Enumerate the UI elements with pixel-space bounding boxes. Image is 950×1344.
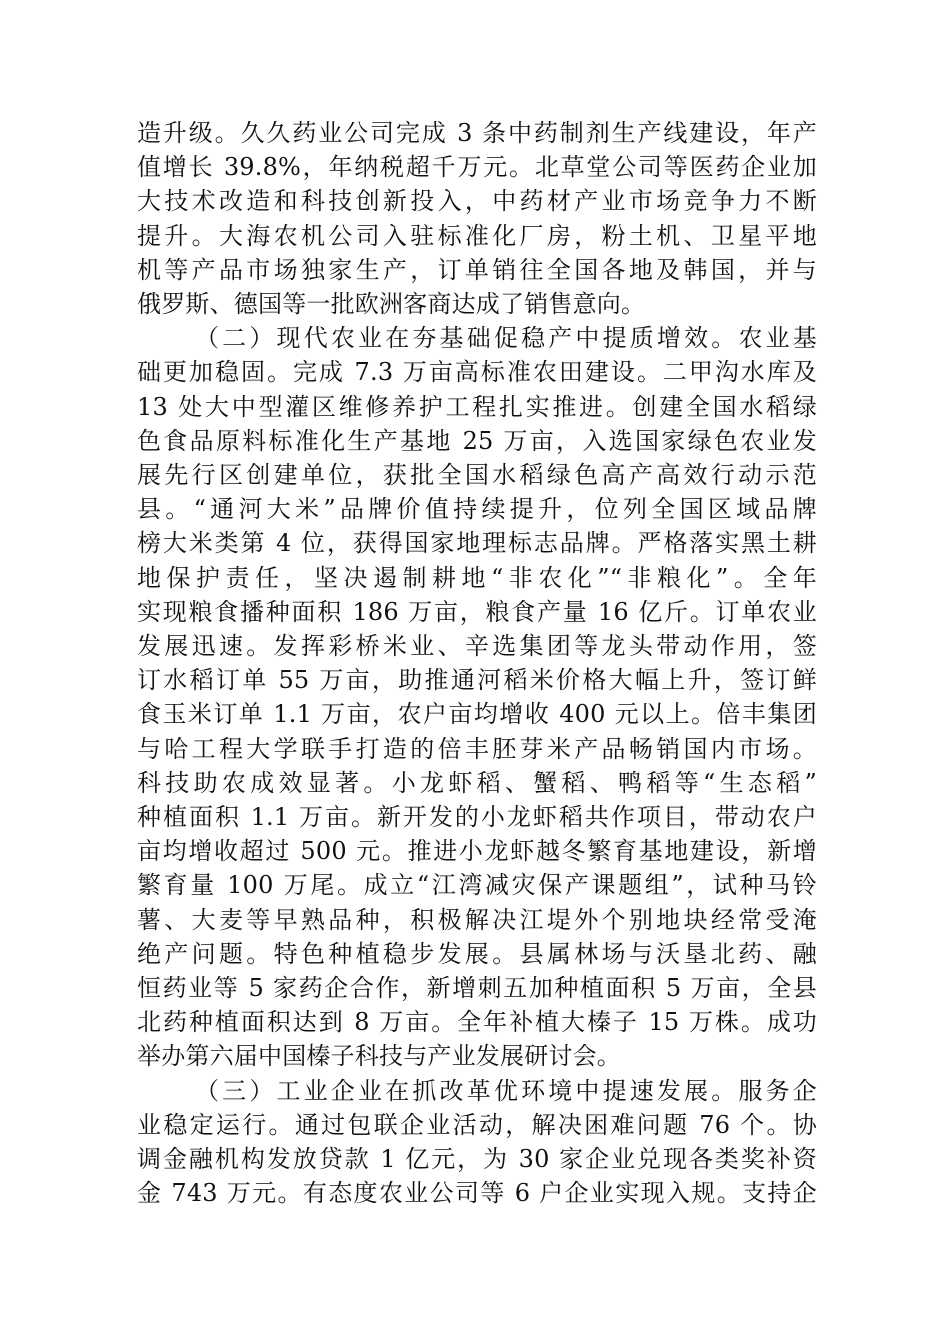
section-heading-line: （二）现代农业在夯基础促稳产中提质增效。农业基 xyxy=(195,324,817,353)
paragraph-industry-upgrade xyxy=(137,116,817,321)
text-line: 食玉米订单 1.1 万亩，农户亩均增收 400 元以上。倍丰集团 xyxy=(137,700,817,729)
paragraph-industrial-enterprises xyxy=(137,1074,817,1211)
text-line: 造升级。久久药业公司完成 3 条中药制剂生产线建设，年产 xyxy=(137,119,817,147)
text-line: 恒药业等 5 家药企合作，新增刺五加种植面积 5 万亩，全县 xyxy=(137,974,817,1003)
text-line: 种植面积 1.1 万亩。新开发的小龙虾稻共作项目，带动农户 xyxy=(137,803,817,832)
document-body xyxy=(137,116,817,1211)
text-line: 色食品原料标准化生产基地 25 万亩，入选国家绿色农业发 xyxy=(137,426,817,455)
text-line: 发展迅速。发挥彩桥米业、辛选集团等龙头带动作用，签 xyxy=(137,632,817,661)
text-line: 提升。大海农机公司入驻标准化厂房，粉土机、卫星平地 xyxy=(137,221,817,250)
text-line: 机等产品市场独家生产，订单销往全国各地及韩国，并与 xyxy=(137,255,817,284)
text-line: 繁育量 100 万尾。成立“江湾减灾保产课题组”，试种马铃 xyxy=(137,871,817,900)
section-heading-line: （三）工业企业在抓改革优环境中提速发展。服务企 xyxy=(195,1076,817,1105)
text-line: 调金融机构发放贷款 1 亿元，为 30 家企业兑现各类奖补资 xyxy=(137,1145,817,1174)
text-line: 大技术改造和科技创新投入，中药材产业市场竞争力不断 xyxy=(137,187,817,216)
text-line: 金 743 万元。有态度农业公司等 6 户企业实现入规。支持企 xyxy=(137,1179,817,1208)
text-line: 地保护责任，坚决遏制耕地“非农化”“非粮化”。全年 xyxy=(137,563,817,592)
paragraph-modern-agriculture xyxy=(137,321,817,1073)
text-line: 值增长 39.8%，年纳税超千万元。北草堂公司等医药企业加 xyxy=(137,153,817,182)
text-line: 订水稻订单 55 万亩，助推通河稻米价格大幅上升，签订鲜 xyxy=(137,666,817,695)
text-line: 榜大米类第 4 位，获得国家地理标志品牌。严格落实黑土耕 xyxy=(137,529,817,558)
text-line: 实现粮食播种面积 186 万亩，粮食产量 16 亿斤。订单农业 xyxy=(137,597,817,626)
text-line: 业稳定运行。通过包联企业活动，解决困难问题 76 个。协 xyxy=(137,1110,817,1139)
text-line: 绝产问题。特色种植稳步发展。县属林场与沃垦北药、融 xyxy=(137,939,817,968)
text-line: 举办第六届中国榛子科技与产业发展研讨会。 xyxy=(137,1042,621,1071)
text-line: 13 处大中型灌区维修养护工程扎实推进。创建全国水稻绿 xyxy=(137,392,817,421)
text-line: 北药种植面积达到 8 万亩。全年补植大榛子 15 万株。成功 xyxy=(137,1008,817,1037)
text-line: 亩均增收超过 500 元。推进小龙虾越冬繁育基地建设，新增 xyxy=(137,837,817,866)
text-line: 展先行区创建单位，获批全国水稻绿色高产高效行动示范 xyxy=(137,461,817,490)
text-line: 科技助农成效显著。小龙虾稻、蟹稻、鸭稻等“生态稻” xyxy=(137,768,817,797)
text-line: 与哈工程大学联手打造的倍丰胚芽米产品畅销国内市场。 xyxy=(137,734,817,763)
text-line: 薯、大麦等早熟品种，积极解决江堤外个别地块经常受淹 xyxy=(137,905,817,934)
text-line: 础更加稳固。完成 7.3 万亩高标准农田建设。二甲沟水库及 xyxy=(137,358,817,387)
text-line: 县。“通河大米”品牌价值持续提升，位列全国区域品牌 xyxy=(137,495,817,524)
text-line: 俄罗斯、德国等一批欧洲客商达成了销售意向。 xyxy=(137,290,646,319)
